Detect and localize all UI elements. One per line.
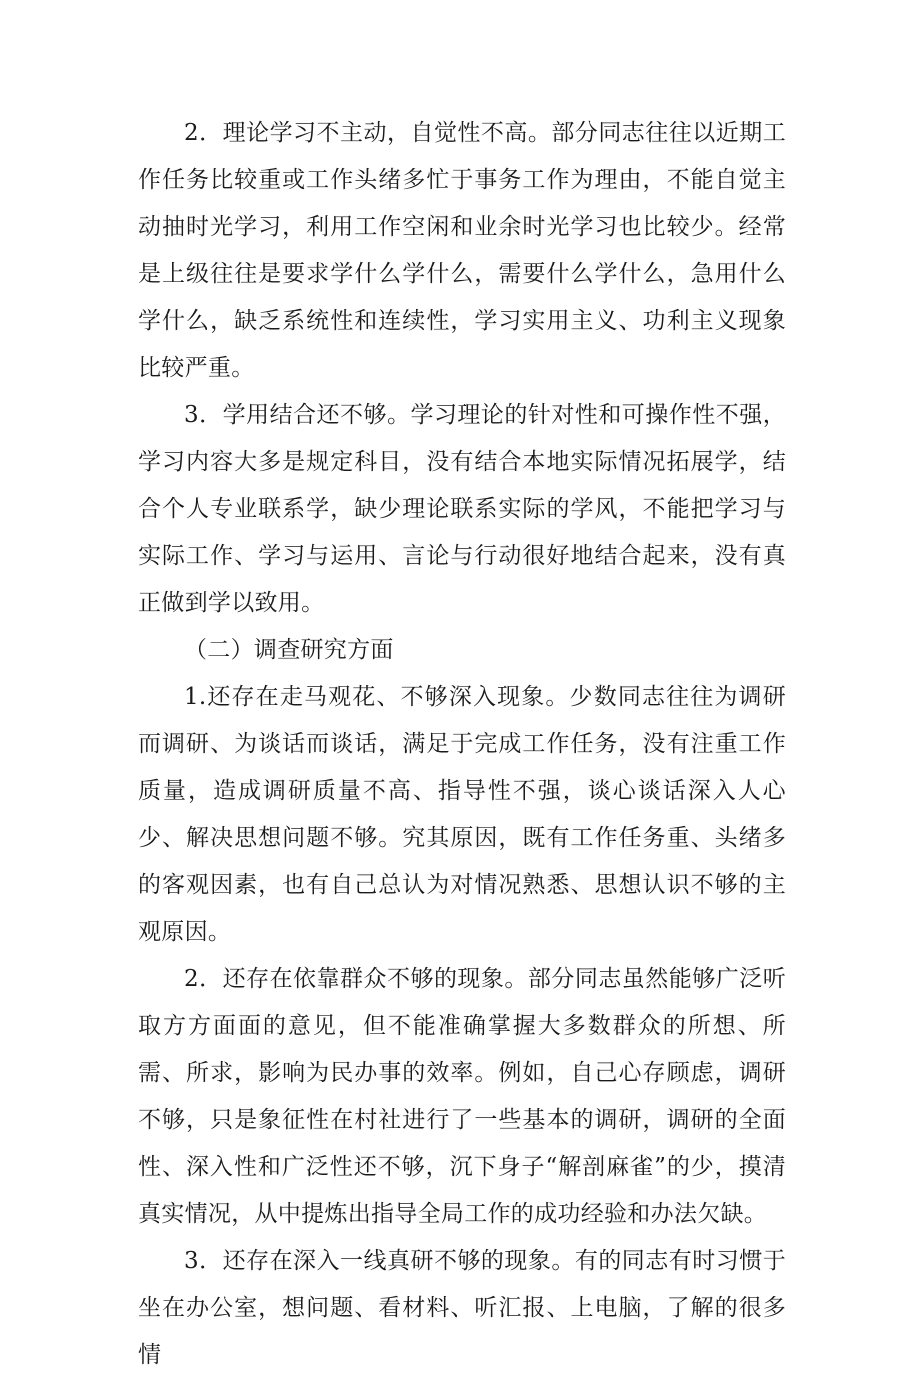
section-heading-research: （二）调查研究方面 — [184, 637, 394, 663]
document-body — [138, 110, 786, 1379]
paragraph-theory-study: 2．理论学习不主动，自觉性不高。部分同志往往以近期工作任务比较重或工作头绪多忙于事务工作为理由，不能自觉主动抽时光学习，利用工作空闲和业余时光学习也比较少。经常是上级往往是要求学什么学什么，需要什么学什么，急用什么学什么，缺乏系统性和连续性，学习实用主义、功利主义现象比较严重。 — [138, 120, 786, 381]
paragraph-superficial-research: 1.还存在走马观花、不够深入现象。少数同志往往为调研而调研、为谈话而谈话，满足于完成工作任务，没有注重工作质量，造成调研质量不高、指导性不强，谈心谈话深入人心少、解决思想问题不够。究其原因，既有工作任务重、头绪多的客观因素，也有自己总认为对情况熟悉、思想认识不够的主观原因。 — [138, 684, 786, 945]
paragraph-frontline-research: 3．还存在深入一线真研不够的现象。有的同志有时习惯于坐在办公室，想问题、看材料、听汇报、上电脑，了解的很多情 — [138, 1248, 786, 1368]
paragraph-study-application: 3．学用结合还不够。学习理论的针对性和可操作性不强，学习内容大多是规定科目，没有结合本地实际情况拓展学，结合个人专业联系学，缺少理论联系实际的学风，不能把学习与实际工作、学习与运用、言论与行动很好地结合起来，没有真正做到学以致用。 — [138, 402, 786, 616]
paragraph-mass-reliance: 2．还存在依靠群众不够的现象。部分同志虽然能够广泛听取方方面面的意见，但不能准确掌握大多数群众的所想、所需、所求，影响为民办事的效率。例如，自己心存顾虑，调研不够，只是象征性在村社进行了一些基本的调研，调研的全面性、深入性和广泛性还不够，沉下身子“解剖麻雀”的少，摸清真实情况，从中提炼出指导全局工作的成功经验和办法欠缺。 — [138, 966, 786, 1227]
